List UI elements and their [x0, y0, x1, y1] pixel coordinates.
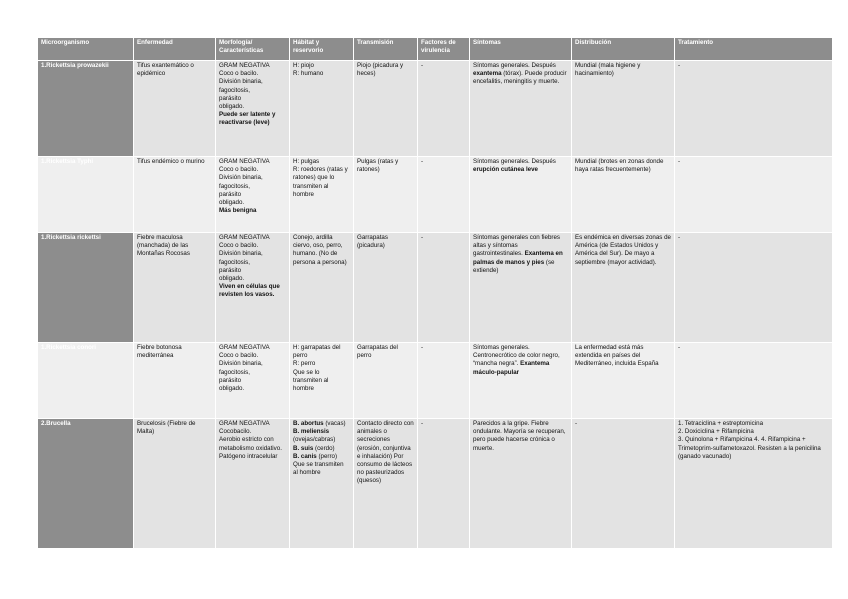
- cell-morphology: [216, 233, 290, 343]
- table-row: [38, 233, 833, 343]
- header-microorganismo: Microorganismo: [38, 38, 134, 61]
- morph-line: Aerobio estricto con metabolismo oxidativo.: [219, 436, 282, 452]
- cell-treatment: -: [675, 343, 833, 419]
- morph-line: Cocobacilo.: [219, 428, 252, 436]
- symptoms-bold: Exantema máculo-papular: [473, 360, 550, 376]
- species-name: B. meliensis: [293, 428, 330, 436]
- morph-line: Coco o bacilo.: [219, 70, 259, 78]
- cell-transmission: Garrapatas del perro: [354, 343, 418, 419]
- header-tratamiento: Tratamiento: [675, 38, 833, 61]
- symptoms-text: Síntomas generales. Centronecrótico de color negro, “mancha negra”.: [473, 344, 560, 368]
- habitat-line: H: garrapatas del perro: [293, 344, 341, 360]
- cell-treatment: -: [675, 61, 833, 157]
- morph-line: parásito: [219, 94, 242, 102]
- header-sintomas: Síntomas: [470, 38, 572, 61]
- cell-virulence: -: [418, 61, 470, 157]
- cell-organism: 1.Rickettsia rickettsi: [38, 233, 134, 343]
- species-host: (cerdo): [313, 444, 335, 452]
- morph-line: obligado.: [219, 199, 245, 207]
- morph-line: Coco o bacilo.: [219, 166, 259, 174]
- morph-line: parásito: [219, 376, 242, 384]
- cell-disease: Tifus endémico o murino: [134, 157, 216, 233]
- symptoms-text-tail: (tórax). Puede producir encefalitis, meningitis y muerte.: [473, 70, 567, 86]
- habitat-line: Que se lo transmiten al hombre: [293, 368, 329, 393]
- species-host: (vacas): [323, 420, 346, 427]
- morph-line: GRAM NEGATIVA: [219, 344, 270, 351]
- header-habitat: Hábitat y reservorio: [290, 38, 354, 61]
- cell-distribution: -: [572, 419, 675, 549]
- cell-morphology: [216, 61, 290, 157]
- cell-transmission: Contacto directo con animales o secreciones (erosión, conjuntiva e inhalación) Por consumo de lácteos no pasteurizados (quesos): [354, 419, 418, 549]
- habitat-line: H: piojo: [293, 62, 314, 69]
- cell-disease: Fiebre botonosa mediterránea: [134, 343, 216, 419]
- table-row: [38, 419, 833, 549]
- table-row: [38, 61, 833, 157]
- cell-disease: Fiebre maculosa (manchada) de las Montañas Rocosas: [134, 233, 216, 343]
- morph-line: obligado.: [219, 275, 245, 283]
- cell-symptoms: [470, 157, 572, 233]
- cell-organism: 1.Rickettsia conori: [38, 343, 134, 419]
- symptoms-bold: exantema: [473, 70, 502, 78]
- habitat-line: Que se transmiten al hombre: [293, 461, 344, 477]
- cell-organism: 1.Rickettsia Typhi: [38, 157, 134, 233]
- table-row: [38, 157, 833, 233]
- treatment-line: 2. Doxiciclina + Rifampicina: [678, 428, 754, 436]
- cell-virulence: -: [418, 233, 470, 343]
- morph-line: División binaria,: [219, 360, 263, 368]
- cell-habitat: [290, 157, 354, 233]
- header-transmision: Transmisión: [354, 38, 418, 61]
- cell-treatment: [675, 419, 833, 549]
- morph-line: División binaria,: [219, 78, 263, 86]
- header-row: [38, 38, 833, 61]
- morph-bold-note: Puede ser latente y reactivarse (leve): [219, 111, 276, 127]
- morph-line: fagocitosis,: [219, 368, 250, 376]
- morph-line: obligado.: [219, 385, 245, 393]
- cell-virulence: -: [418, 157, 470, 233]
- header-enfermedad: Enfermedad: [134, 38, 216, 61]
- cell-virulence: -: [418, 343, 470, 419]
- morph-line: GRAM NEGATIVA: [219, 158, 270, 165]
- symptoms-text: Síntomas generales con fiebres altas y síntomas gastrointestinales.: [473, 234, 561, 258]
- symptoms-text-tail: (se extiende): [473, 258, 555, 274]
- cell-disease: Tifus exantemático o epidémico: [134, 61, 216, 157]
- header-distribucion: Distribución: [572, 38, 675, 61]
- morph-line: Coco o bacilo.: [219, 352, 259, 360]
- morph-line: División binaria,: [219, 174, 263, 182]
- symptoms-text: Síntomas generales. Después: [473, 158, 556, 165]
- cell-distribution: Mundial (mala higiene y hacinamiento): [572, 61, 675, 157]
- symptoms-bold: erupción cutánea leve: [473, 166, 538, 174]
- cell-habitat: [290, 61, 354, 157]
- morph-line: GRAM NEGATIVA: [219, 234, 270, 241]
- cell-habitat: [290, 233, 354, 343]
- cell-transmission: Piojo (picadura y heces): [354, 61, 418, 157]
- cell-morphology: [216, 419, 290, 549]
- morph-line: parásito: [219, 190, 242, 198]
- cell-organism: 1.Rickettsia prowazekii: [38, 61, 134, 157]
- cell-morphology: [216, 157, 290, 233]
- cell-symptoms: Parecidos a la gripe. Fiebre ondulante. Mayoría se recuperan, pero puede hacerse crónica o muerte.: [470, 419, 572, 549]
- morph-line: fagocitosis,: [219, 258, 250, 266]
- cell-distribution: La enfermedad está más extendida en países del Mediterráneo, incluida España: [572, 343, 675, 419]
- morph-line: obligado.: [219, 103, 245, 111]
- habitat-line: [293, 428, 350, 444]
- cell-transmission: Pulgas (ratas y ratones): [354, 157, 418, 233]
- cell-treatment: -: [675, 157, 833, 233]
- morph-line: Coco o bacilo.: [219, 242, 259, 250]
- morph-line: Patógeno intracelular: [219, 452, 278, 460]
- species-host: (ovejas/cabras): [293, 436, 336, 444]
- header-morfologia: Morfología/ Características: [216, 38, 290, 61]
- symptoms-bold: Exantema en palmas de manos y pies: [473, 250, 563, 266]
- morph-line: GRAM NEGATIVA: [219, 420, 270, 427]
- cell-virulence: -: [418, 419, 470, 549]
- header-factores-virulencia: Factores de virulencia: [418, 38, 470, 61]
- cell-distribution: Es endémica en diversas zonas de América (de Estados Unidos y América del Sur). De mayo a septiembre (mayor actividad).: [572, 233, 675, 343]
- species-name: B. canis: [293, 452, 317, 460]
- species-name: B. abortus: [293, 420, 324, 427]
- cell-symptoms: [470, 61, 572, 157]
- cell-morphology: [216, 343, 290, 419]
- species-host: (perro): [316, 452, 338, 460]
- cell-transmission: Garrapatas (picadura): [354, 233, 418, 343]
- habitat-line: R: roedores (ratas y ratones) que lo transmiten al hombre: [293, 166, 348, 198]
- habitat-line: [293, 453, 350, 461]
- cell-habitat: [290, 419, 354, 549]
- cell-symptoms: [470, 343, 572, 419]
- habitat-line: Conejo, ardilla ciervo, oso, perro, humano. (No de persona a persona): [293, 234, 347, 266]
- morph-line: fagocitosis,: [219, 182, 250, 190]
- habitat-line: R: perro: [293, 360, 316, 368]
- habitat-line: R: humano: [293, 70, 324, 78]
- cell-distribution: Mundial (brotes en zonas donde haya ratas frecuentemente): [572, 157, 675, 233]
- species-name: B. suis: [293, 444, 314, 452]
- morph-bold-note: Viven en células que revisten los vasos.: [219, 283, 280, 299]
- morph-line: División binaria,: [219, 250, 263, 258]
- habitat-line: [293, 420, 350, 428]
- morph-line: GRAM NEGATIVA: [219, 62, 270, 69]
- treatment-line: 1. Tetraciclina + estreptomicina: [678, 420, 764, 427]
- cell-symptoms: [470, 233, 572, 343]
- habitat-line: [293, 445, 350, 453]
- cell-habitat: [290, 343, 354, 419]
- cell-treatment: -: [675, 233, 833, 343]
- morph-line: parásito: [219, 266, 242, 274]
- cell-organism: 2.Brucella: [38, 419, 134, 549]
- cell-disease: Brucelosis (Fiebre de Malta): [134, 419, 216, 549]
- habitat-line: H: pulgas: [293, 158, 320, 165]
- table-row: [38, 343, 833, 419]
- morph-line: fagocitosis,: [219, 86, 250, 94]
- symptoms-text: Síntomas generales. Después: [473, 62, 556, 69]
- morph-bold-note: Más benigna: [219, 207, 257, 215]
- microorganism-table: [37, 37, 833, 549]
- treatment-line: 3. Quinolona + Rifampicina 4. 4. Rifampicina + Trimetoprim-sulfametoxazol. Resisten a la penicilina (ganado vacunado): [678, 436, 821, 460]
